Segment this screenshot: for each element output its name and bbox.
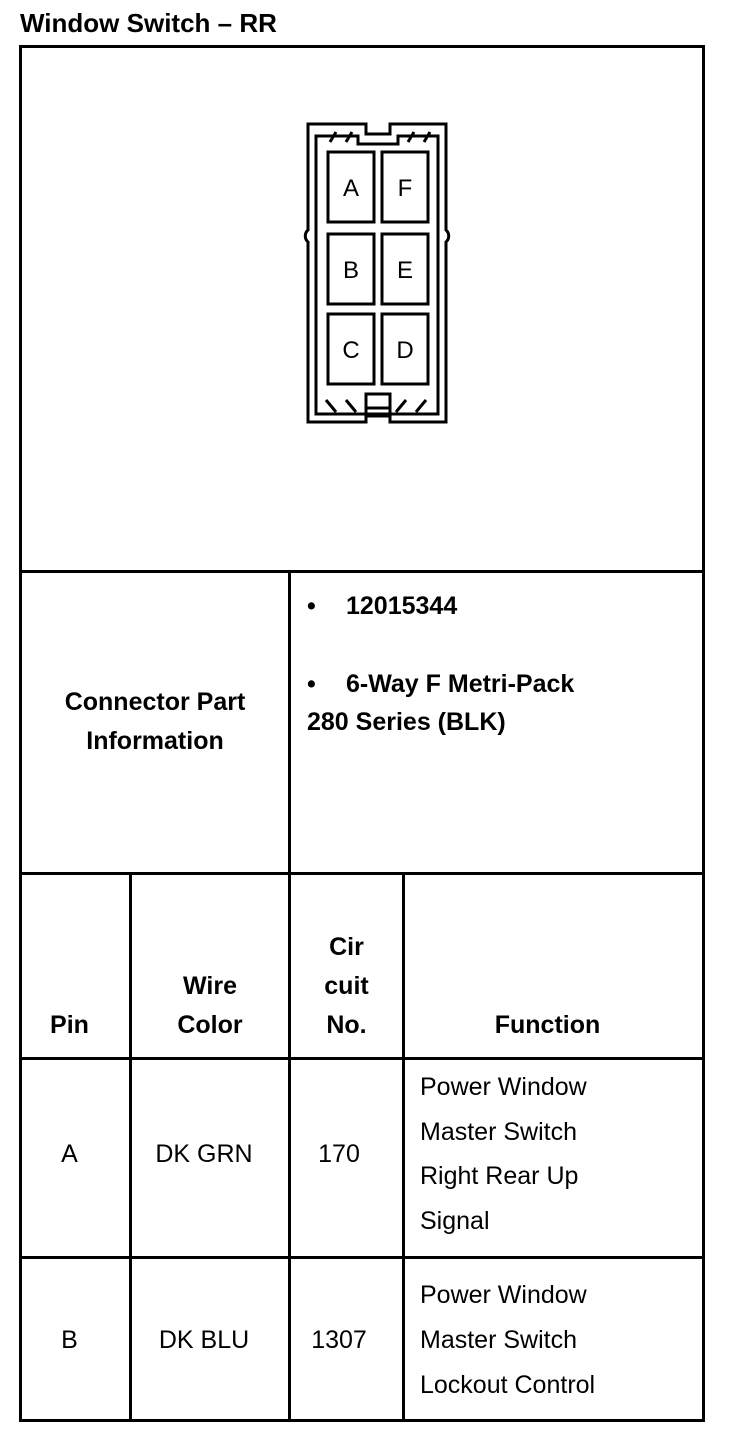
header-circuit-line2: cuit xyxy=(324,972,369,1000)
divider-diagram-bottom xyxy=(19,570,705,573)
pin-label-d: D xyxy=(396,337,414,364)
pin-label-b: B xyxy=(342,257,360,284)
pin-label-c: C xyxy=(342,337,360,364)
row-a-function-line4: Signal xyxy=(420,1207,490,1235)
header-circuit-line1: Cir xyxy=(329,933,364,961)
connector-description-line1: 6-Way F Metri-Pack xyxy=(346,670,575,698)
divider-row-a-bottom xyxy=(19,1256,705,1259)
row-b-circuit: 1307 xyxy=(311,1326,367,1354)
row-b-function-line3: Lockout Control xyxy=(420,1371,596,1399)
part-number: 12015344 xyxy=(346,592,458,620)
row-a-function-line1: Power Window xyxy=(420,1073,587,1101)
part-info-label-line2: Information xyxy=(86,727,224,755)
header-pin: Pin xyxy=(50,1011,89,1039)
header-function: Function xyxy=(494,1011,601,1039)
bullet-2: • xyxy=(307,670,316,698)
divider-header-bottom xyxy=(19,1057,705,1060)
connector-description-line2: 280 Series (BLK) xyxy=(307,708,506,736)
pin-label-e: E xyxy=(396,257,414,284)
row-b-wire-color: DK BLU xyxy=(158,1326,250,1354)
row-b-pin: B xyxy=(61,1326,78,1354)
page-title: Window Switch – RR xyxy=(20,8,277,38)
row-b-function-line1: Power Window xyxy=(420,1281,587,1309)
header-circuit-line3: No. xyxy=(326,1011,367,1039)
divider-col-circuit xyxy=(402,872,405,1422)
row-a-function-line3: Right Rear Up xyxy=(420,1162,579,1190)
bullet-1: • xyxy=(307,592,316,620)
row-a-wire-color: DK GRN xyxy=(155,1140,253,1168)
row-b-function-line2: Master Switch xyxy=(420,1326,577,1354)
divider-partinfo-bottom xyxy=(19,872,705,875)
pin-label-f: F xyxy=(397,175,413,202)
header-wire-color-line2: Color xyxy=(177,1011,243,1039)
row-a-function-line2: Master Switch xyxy=(420,1118,577,1146)
part-info-label-line1: Connector Part xyxy=(64,688,246,716)
divider-partinfo-col xyxy=(288,570,291,875)
connector-inner-shell xyxy=(316,136,438,414)
connector-face-diagram xyxy=(296,118,456,428)
row-a-pin: A xyxy=(61,1140,78,1168)
pin-label-a: A xyxy=(342,175,360,202)
row-a-circuit: 170 xyxy=(318,1140,360,1168)
header-wire-color-line1: Wire xyxy=(183,972,237,1000)
